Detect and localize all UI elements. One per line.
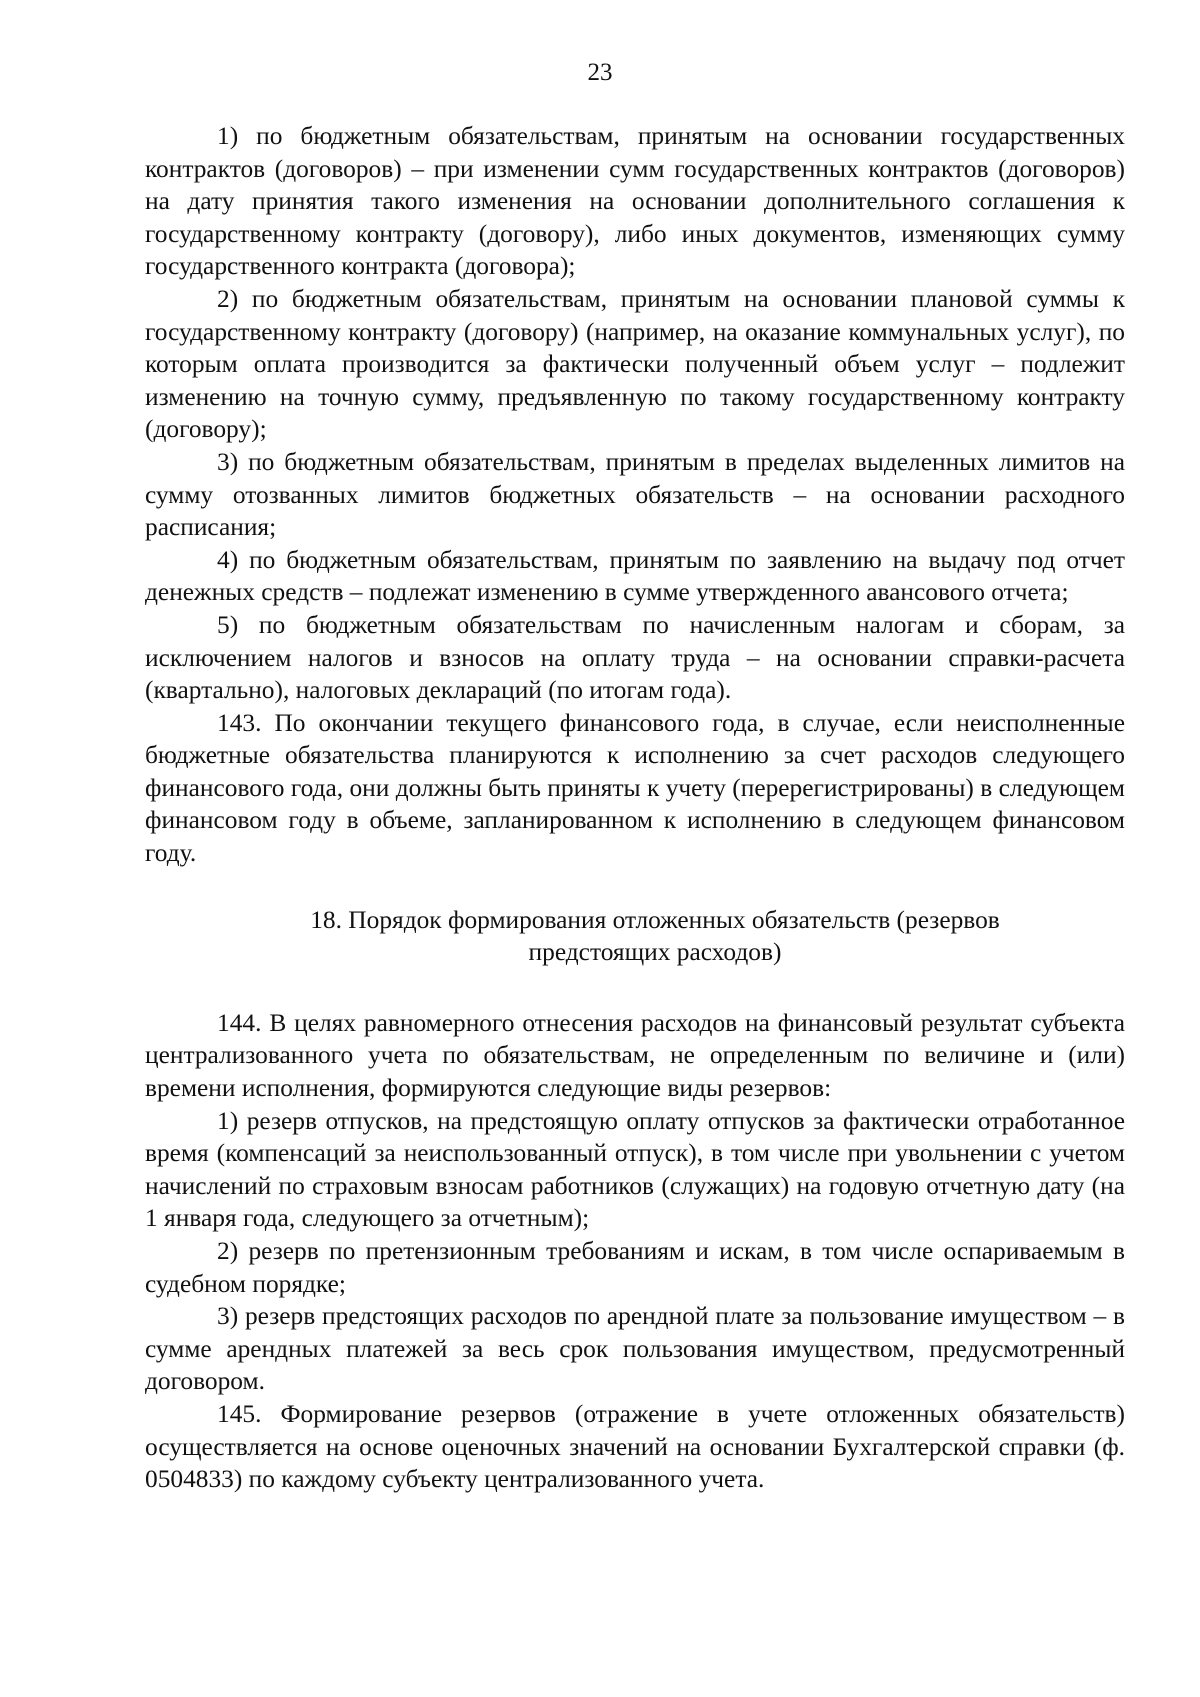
paragraph-2: 2) по бюджетным обязательствам, принятым на основании плановой суммы к государственному контракту (договору) (например, на оказание коммунальных услуг), по которым оплата производится за фактически полученный объем услуг – подлежит изменению на точную сумму, предъявленную по такому государственному контракту (договору); bbox=[145, 284, 1125, 444]
paragraph-reserve-2: 2) резерв по претензионным требованиям и искам, в том числе оспариваемым в судебном порядке; bbox=[145, 1237, 1125, 1298]
paragraph-1: 1) по бюджетным обязательствам, принятым на основании государственных контрактов (договоров) – при изменении сумм государственных контрактов (договоров) на дату принятия такого изменения на основании дополнительного соглашения к государственному контракту (договору), либо иных документов, изменяющих сумму государственного контракта (договора); bbox=[145, 122, 1125, 281]
paragraph-3: 3) по бюджетным обязательствам, принятым в пределах выделенных лимитов на сумму отозванных лимитов бюджетных обязательств – на основании расходного расписания; bbox=[145, 447, 1125, 542]
paragraph-reserve-3: 3) резерв предстоящих расходов по арендной плате за пользование имуществом – в сумме арендных платежей за весь срок пользования имуществом, предусмотренный договором. bbox=[145, 1302, 1125, 1396]
paragraph-4: 4) по бюджетным обязательствам, принятым по заявлению на выдачу под отчет денежных средств – подлежат изменению в сумме утвержденного авансового отчета; bbox=[145, 545, 1125, 607]
section-heading-line2: предстоящих расходов) bbox=[528, 938, 782, 967]
paragraph-143: 143. По окончании текущего финансового года, в случае, если неисполненные бюджетные обязательства планируются к исполнению за счет расходов следующего финансового года, они должны быть приняты к учету (перерегистрированы) в следующем финансовом году в объеме, запланированном к исполнению в следующем финансовом году. bbox=[145, 708, 1125, 868]
paragraph-reserve-1: 1) резерв отпусков, на предстоящую оплату отпусков за фактически отработанное время (компенсаций за неиспользованный отпуск), в том числе при увольнении с учетом начислений по страховым взносам работников (служащих) на годовую отчетную дату (на 1 января года, следующего за отчетным); bbox=[145, 1106, 1125, 1233]
section-heading-line1: 18. Порядок формирования отложенных обязательств (резервов bbox=[310, 905, 1000, 934]
page-number: 23 bbox=[587, 59, 613, 86]
paragraph-5: 5) по бюджетным обязательствам по начисленным налогам и сборам, за исключением налогов и взносов на оплату труда – на основании справки-расчета (квартально), налоговых деклараций (по итогам года). bbox=[145, 610, 1125, 705]
paragraph-144: 144. В целях равномерного отнесения расходов на финансовый результат субъекта централизованного учета по обязательствам, не определенным по величине и (или) времени исполнения, формируются следующие виды резервов: bbox=[145, 1008, 1125, 1103]
page-body bbox=[145, 120, 1125, 1496]
paragraph-145: 145. Формирование резервов (отражение в учете отложенных обязательств) осуществляется на основе оценочных значений на основании Бухгалтерской справки (ф. 0504833) по каждому субъекту централизованного учета. bbox=[145, 1399, 1125, 1494]
section-heading bbox=[145, 904, 1125, 969]
